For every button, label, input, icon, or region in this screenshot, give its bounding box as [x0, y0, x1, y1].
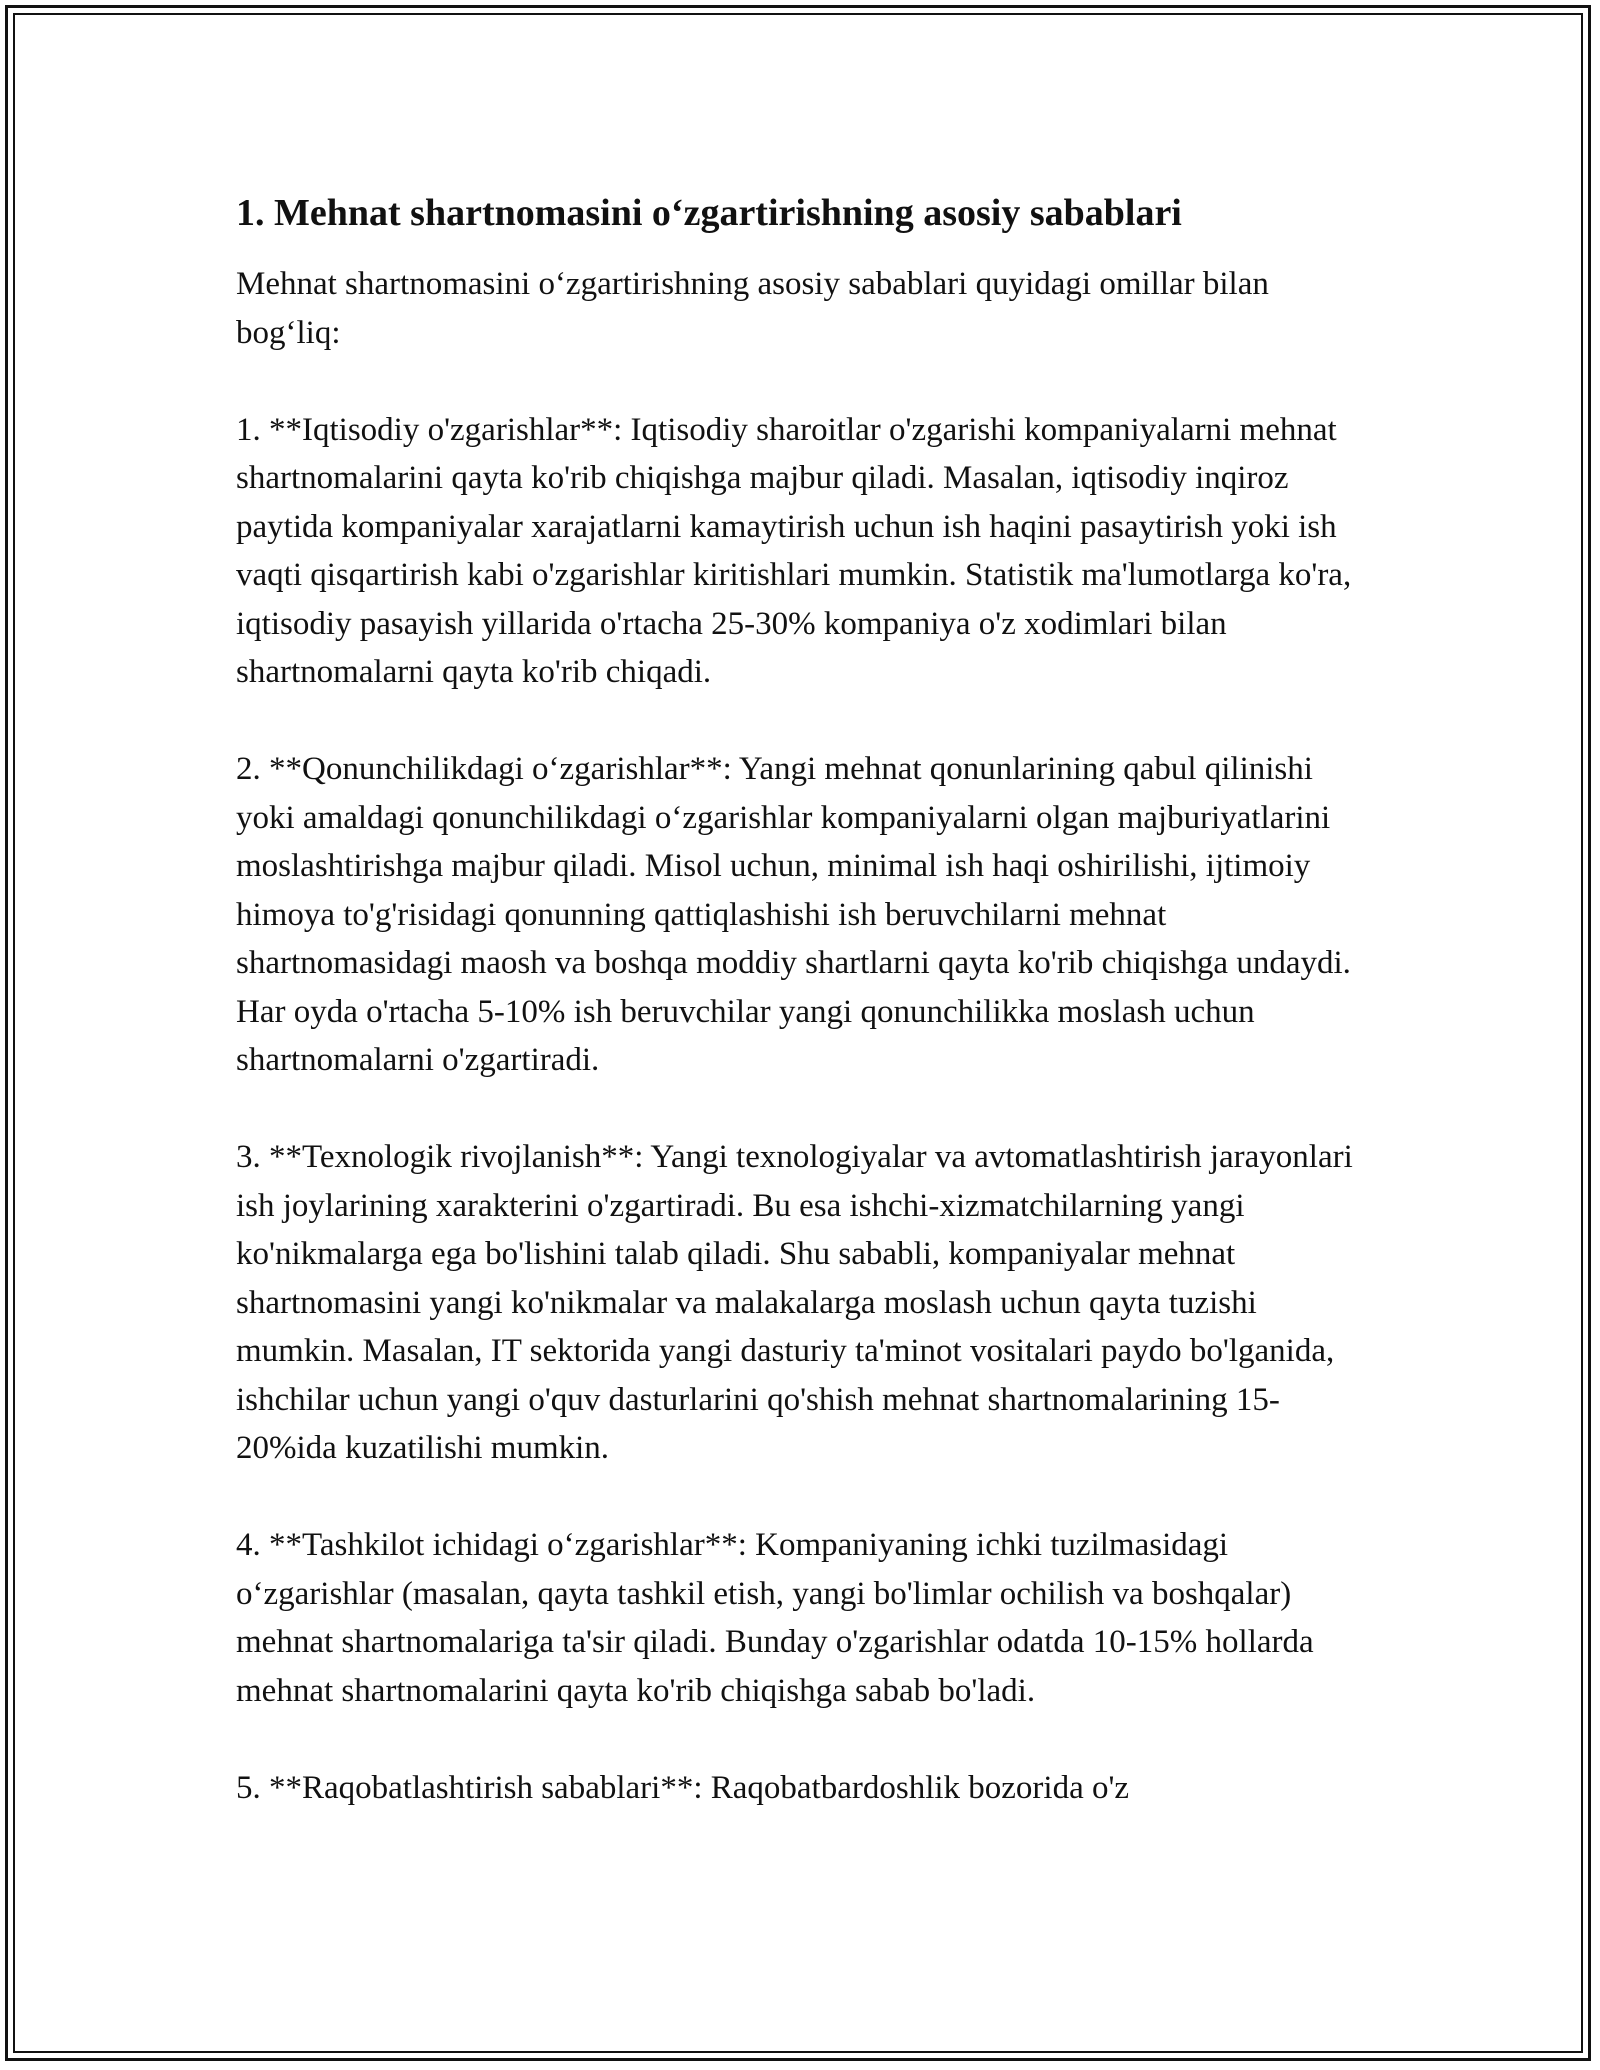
paragraph-organizational-changes: 4. **Tashkilot ichidagi o‘zgarishlar**: Kompaniyaning ichki tuzilmasidagi o‘zgarishlar (masalan, qayta tashkil etish, yangi bo'limlar ochilish va boshqalar) mehnat shartnomalariga ta'sir qiladi. Bunday o'zgarishlar odatda 10-15% hollarda mehnat shartnomalarini qayta ko'rib chiqishga sabab bo'ladi.	[236, 1527, 1314, 1709]
paragraph-legislative-changes: 2. **Qonunchilikdagi o‘zgarishlar**: Yangi mehnat qonunlarining qabul qilinishi yoki amaldagi qonunchilikdagi o‘zgarishlar kompaniyalarni olgan majburiyatlarini moslashtirishga majbur qiladi. Misol uchun, minimal ish haqi oshirilishi, ijtimoiy himoya to'g'risidagi qonunning qattiqlashishi ish beruvchilarni mehnat shartnomasidagi maosh va boshqa moddiy shartlarni qayta ko'rib chiqishga undaydi. Har oyda o'rtacha 5-10% ish beruvchilar yangi qonunchilikka moslash uchun shartnomalarni o'zgartiradi.	[236, 751, 1351, 1078]
paragraph-technological-development: 3. **Texnologik rivojlanish**: Yangi texnologiyalar va avtomatlashtirish jarayonlari ish joylarining xarakterini o'zgartiradi. Bu esa ishchi-xizmatchilarning yangi ko'nikmalarga ega bo'lishini talab qiladi. Shu sababli, kompaniyalar mehnat shartnomasini yangi ko'nikmalar va malakalarga moslash uchun qayta tuzishi mumkin. Masalan, IT sektorida yangi dasturiy ta'minot vositalari paydo bo'lganida, ishchilar uchun yangi o'quv dasturlarini qo'shish mehnat shartnomalarining 15-20%ida kuzatilishi mumkin.	[236, 1139, 1353, 1466]
intro-paragraph: Mehnat shartnomasini o‘zgartirishning asosiy sabablari quyidagi omillar bilan bog‘liq:	[236, 266, 1269, 351]
document-body	[236, 186, 1376, 1812]
paragraph-economic-changes: 1. **Iqtisodiy o'zgarishlar**: Iqtisodiy sharoitlar o'zgarishi kompaniyalarni mehnat shartnomalarini qayta ko'rib chiqishga majbur qiladi. Masalan, iqtisodiy inqiroz paytida kompaniyalar xarajatlarni kamaytirish uchun ish haqini pasaytirish yoki ish vaqti qisqartirish kabi o'zgarishlar kiritishlari mumkin. Statistik ma'lumotlarga ko'ra, iqtisodiy pasayish yillarida o'rtacha 25-30% kompaniya o'z xodimlari bilan shartnomalarni qayta ko'rib chiqadi.	[236, 411, 1352, 690]
paragraph-competition-reasons: 5. **Raqobatlashtirish sabablari**: Raqobatbardoshlik bozorida o'z	[236, 1769, 1130, 1806]
section-heading: 1. Mehnat shartnomasini o‘zgartirishning asosiy sabablari	[236, 192, 1182, 234]
